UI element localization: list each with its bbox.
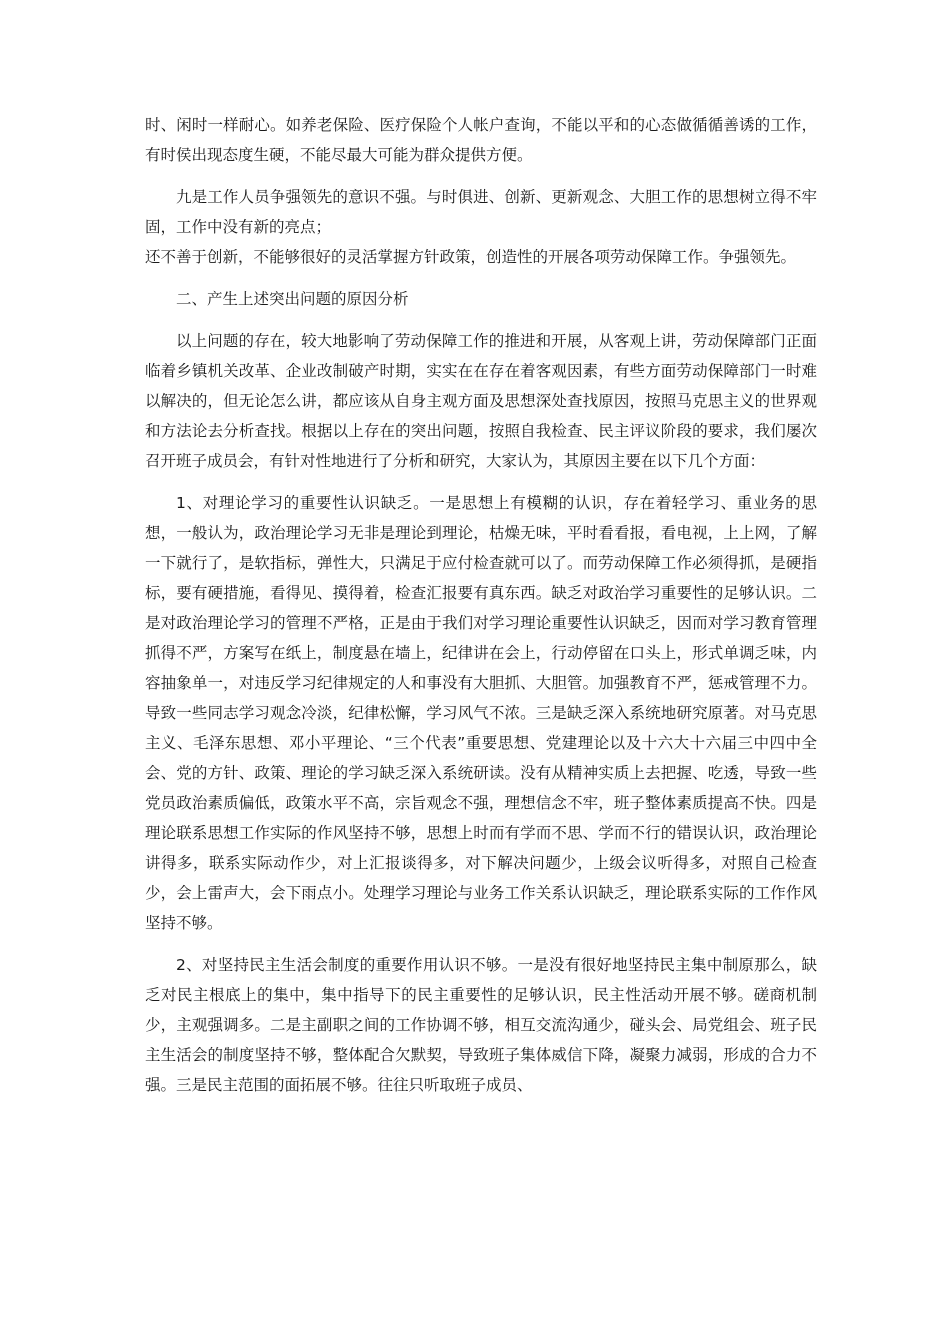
paragraph-theory-study: 1、对理论学习的重要性认识缺乏。一是思想上有模糊的认识，存在着轻学习、重业务的思想，一般认为，政治理论学习无非是理论到理论，枯燥无味，平时看看报，看电视，上上网，了解一下就行了，是软指标，弹性大，只满足于应付检查就可以了。而劳动保障工作必须得抓，是硬指标，要有硬措施，看得见、摸得着，检查汇报要有真东西。缺乏对政治学习重要性的足够认识。二是对政治理论学习的管理不严格，正是由于我们对学习理论重要性认识缺乏，因而对学习教育管理抓得不严，方案写在纸上，制度悬在墙上，纪律讲在会上，行动停留在口头上，形式单调乏味，内容抽象单一，对违反学习纪律规定的人和事没有大胆抓、大胆管。加强教育不严，惩戒管理不力。导致一些同志学习观念冷淡，纪律松懈，学习风气不浓。三是缺乏深入系统地研究原著。对马克思主义、毛泽东思想、邓小平理论、“三个代表”重要思想、党建理论以及十六大十六届三中四中全会、党的方针、政策、理论的学习缺乏深入系统研读。没有从精神实质上去把握、吃透，导致一些党员政治素质偏低，政策水平不高，宗旨观念不强，理想信念不牢，班子整体素质提高不快。四是理论联系思想工作实际的作风坚持不够，思想上时而有学而不思、学而不行的错误认识，政治理论讲得多，联系实际动作少，对上汇报谈得多，对下解决问题少，上级会议听得多，对照自己检查少，会上雷声大，会下雨点小。处理学习理论与业务工作关系认识缺乏，理论联系实际的工作作风坚持不够。 bbox=[145, 494, 817, 932]
paragraph-point-nine: 九是工作人员争强领先的意识不强。与时俱进、创新、更新观念、大胆工作的思想树立得不牢固，工作中没有新的亮点； bbox=[145, 188, 817, 236]
paragraph-innovation: 还不善于创新，不能够很好的灵活掌握方针政策，创造性的开展各项劳动保障工作。争强领先。 bbox=[145, 248, 797, 266]
document-body bbox=[145, 110, 817, 1100]
paragraph-democratic-life: 2、对坚持民主生活会制度的重要作用认识不够。一是没有很好地坚持民主集中制原那么，缺乏对民主根底上的集中，集中指导下的民主重要性的足够认识，民主性活动开展不够。磋商机制少，主观强调多。二是主副职之间的工作协调不够，相互交流沟通少，碰头会、局党组会、班子民主生活会的制度坚持不够，整体配合欠默契，导致班子集体威信下降，凝聚力减弱，形成的合力不强。三是民主范围的面拓展不够。往往只听取班子成员、 bbox=[145, 956, 817, 1094]
section-heading-cause-analysis: 二、产生上述突出问题的原因分析 bbox=[176, 290, 409, 308]
paragraph-service-attitude: 时、闲时一样耐心。如养老保险、医疗保险个人帐户查询，不能以平和的心态做循循善诱的工作，有时侯出现态度生硬，不能尽最大可能为群众提供方便。 bbox=[145, 116, 817, 164]
paragraph-analysis-intro: 以上问题的存在，较大地影响了劳动保障工作的推进和开展，从客观上讲，劳动保障部门正面临着乡镇机关改革、企业改制破产时期，实实在在存在着客观因素，有些方面劳动保障部门一时难以解决的，但无论怎么讲，都应该从自身主观方面及思想深处查找原因，按照马克思主义的世界观和方法论去分析查找。根据以上存在的突出问题，按照自我检查、民主评议阶段的要求，我们屡次召开班子成员会，有针对性地进行了分析和研究，大家认为，其原因主要在以下几个方面： bbox=[145, 332, 817, 470]
